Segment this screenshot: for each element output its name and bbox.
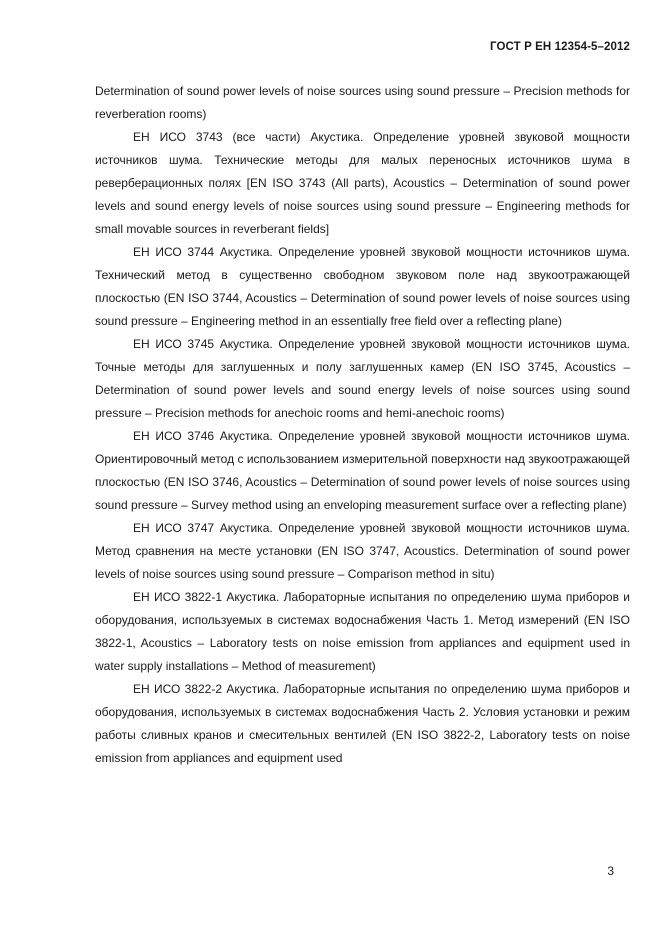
paragraph-en-iso-3745: ЕН ИСО 3745 Акустика. Определение уровней звуковой мощности источников шума. Точные методы для заглушенных и полу заглушенных камер (EN ISO 3745, Acoustics – Determination of sound power levels and sound energy levels of noise sources using sound pressure – Precision methods for anechoic rooms and hemi-anechoic rooms) (95, 337, 630, 420)
paragraph-en-iso-3746: ЕН ИСО 3746 Акустика. Определение уровней звуковой мощности источников шума. Ориентировочный метод с использованием измерительной поверхности над звукоотражающей плоскостью (EN ISO 3746, Acoustics – Determination of sound power levels of noise sources using sound pressure – Survey method using an enveloping measurement surface over a reflecting plane) (95, 429, 630, 512)
page-number: 3 (607, 864, 614, 878)
paragraph-en-iso-3822-1: ЕН ИСО 3822-1 Акустика. Лабораторные испытания по определению шума приборов и оборудования, используемых в системах водоснабжения Часть 1. Метод измерений (EN ISO 3822-1, Acoustics – Laboratory tests on noise emission from appliances and equipment used in water supply installations – Method of measurement) (95, 590, 630, 673)
document-body (95, 80, 630, 770)
paragraph-continuation: Determination of sound power levels of noise sources using sound pressure – Precision methods for reverberation rooms) (95, 84, 630, 121)
paragraph-en-iso-3822-2: ЕН ИСО 3822-2 Акустика. Лабораторные испытания по определению шума приборов и оборудования, используемых в системах водоснабжения Часть 2. Условия установки и режим работы сливных кранов и смесительных вентилей (EN ISO 3822-2, Laboratory tests on noise emission from appliances and equipment used (95, 682, 630, 765)
paragraph-en-iso-3743: ЕН ИСО 3743 (все части) Акустика. Определение уровней звуковой мощности источников шума. Технические методы для малых переносных источников шума в реверберационных полях [EN ISO 3743 (All parts), Acoustics – Determination of sound power levels and sound energy levels of noise sources using sound pressure – Engineering methods for small movable sources in reverberant fields] (95, 130, 630, 236)
paragraph-en-iso-3747: ЕН ИСО 3747 Акустика. Определение уровней звуковой мощности источников шума. Метод сравнения на месте установки (EN ISO 3747, Acoustics. Determination of sound power levels of noise sources using sound pressure – Comparison method in situ) (95, 521, 630, 581)
paragraph-en-iso-3744: ЕН ИСО 3744 Акустика. Определение уровней звуковой мощности источников шума. Технический метод в существенно свободном звуковом поле над звукоотражающей плоскостью (EN ISO 3744, Acoustics – Determination of sound power levels of noise sources using sound pressure – Engineering method in an essentially free field over a reflecting plane) (95, 245, 630, 328)
document-header: ГОСТ Р ЕН 12354-5–2012 (490, 41, 630, 53)
